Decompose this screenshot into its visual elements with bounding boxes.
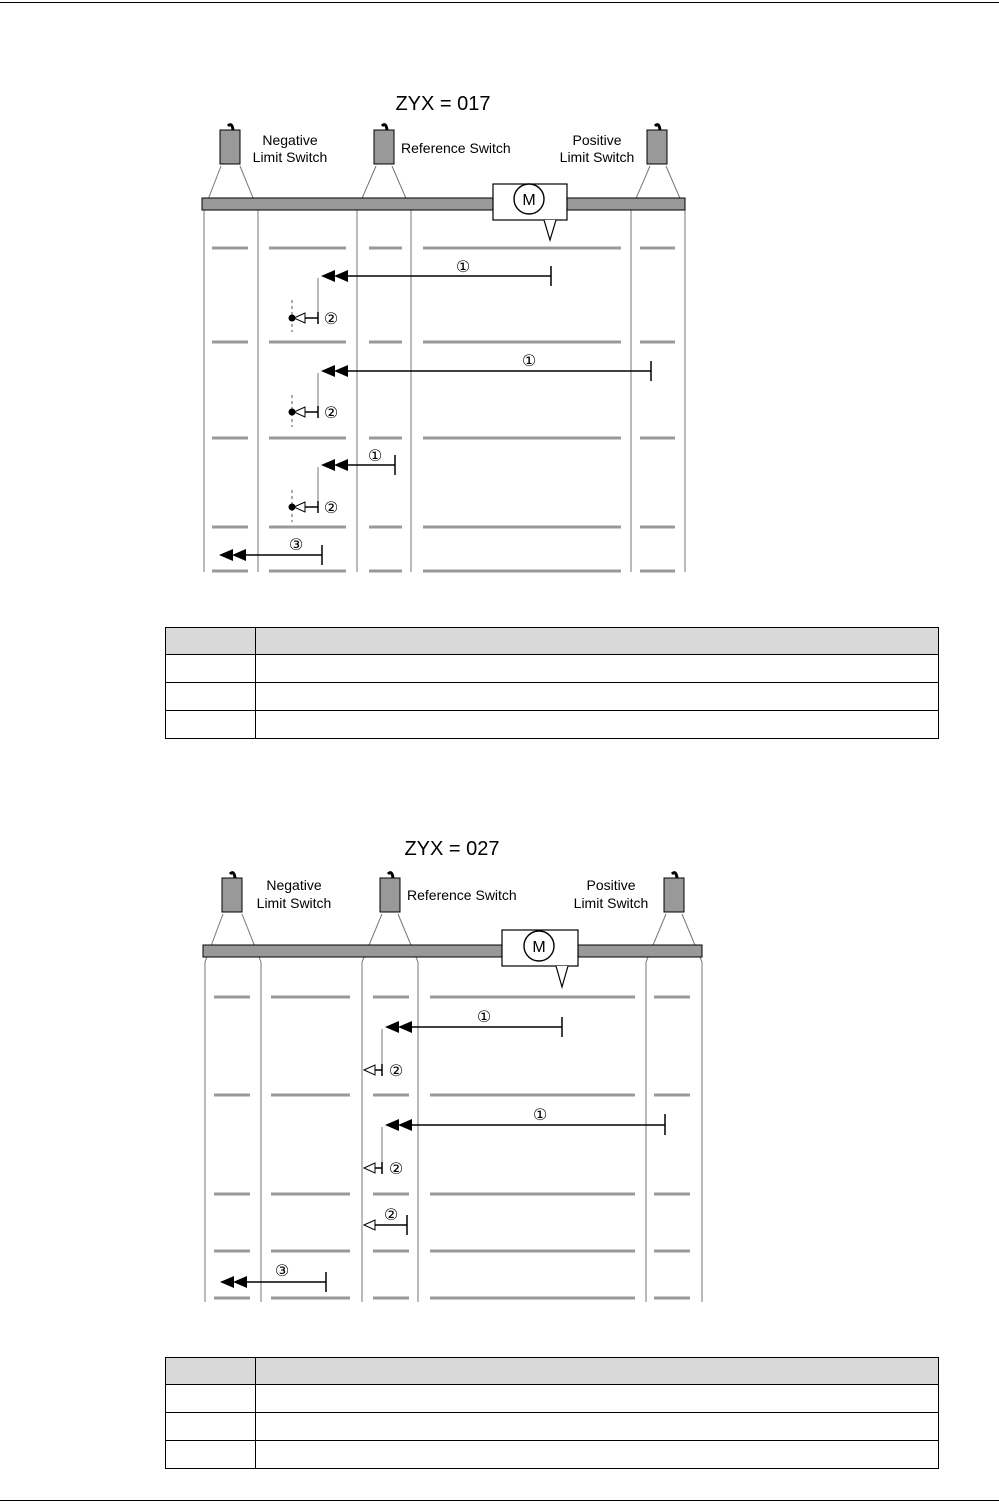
table-row bbox=[166, 1413, 939, 1441]
table-cell bbox=[256, 683, 939, 711]
positive-limit-label-line2: Limit Switch bbox=[559, 149, 635, 165]
table-header-cell bbox=[256, 1358, 939, 1385]
positive-limit-label-line2: Limit Switch bbox=[573, 895, 649, 911]
movement-run-2 bbox=[364, 1114, 665, 1174]
table-row bbox=[166, 1441, 939, 1469]
motor-label: M bbox=[522, 192, 536, 209]
negative-limit-label-line2: Limit Switch bbox=[252, 149, 328, 165]
table-cell bbox=[256, 1441, 939, 1469]
table-header-cell bbox=[166, 628, 256, 655]
movement-run-2 bbox=[289, 361, 652, 427]
detection-zone-lines bbox=[205, 914, 702, 1302]
step-marker-2: ② bbox=[323, 500, 339, 517]
table-cell bbox=[166, 1385, 256, 1413]
homing-diagram-027 bbox=[0, 826, 999, 1386]
axis-rail bbox=[203, 945, 702, 957]
table-cell bbox=[166, 1413, 256, 1441]
separator-dashes bbox=[214, 997, 690, 1298]
step-marker-3: ③ bbox=[274, 1263, 290, 1280]
diagram-title: ZYX = 017 bbox=[395, 93, 491, 115]
table-cell bbox=[166, 711, 256, 739]
table-header-cell bbox=[166, 1358, 256, 1385]
step-marker-1: ① bbox=[367, 448, 383, 465]
negative-limit-switch-sensor bbox=[220, 125, 240, 164]
table-cell bbox=[256, 711, 939, 739]
table-header-row bbox=[166, 628, 939, 655]
table-cell bbox=[256, 655, 939, 683]
step-marker-1: ① bbox=[521, 353, 537, 370]
step-marker-2: ② bbox=[323, 311, 339, 328]
step-marker-2: ② bbox=[388, 1063, 404, 1080]
negative-limit-label-line1: Negative bbox=[266, 877, 322, 893]
positive-limit-switch-sensor bbox=[647, 125, 667, 164]
positive-limit-label-line1: Positive bbox=[572, 132, 622, 148]
position-pointer bbox=[556, 966, 568, 987]
position-pointer bbox=[544, 220, 556, 240]
reference-switch-sensor bbox=[380, 873, 400, 912]
movement-run-4 bbox=[220, 1272, 326, 1292]
table-cell bbox=[166, 683, 256, 711]
table-header-row bbox=[166, 1358, 939, 1385]
reference-switch-label: Reference Switch bbox=[407, 887, 517, 903]
negative-limit-switch-sensor bbox=[222, 873, 242, 912]
step-marker-1: ① bbox=[455, 259, 471, 276]
legend-table-1 bbox=[165, 627, 939, 739]
negative-limit-label-line1: Negative bbox=[262, 132, 318, 148]
page-bottom-rule bbox=[0, 1500, 999, 1501]
movement-run-3 bbox=[289, 455, 396, 522]
diagram-title: ZYX = 027 bbox=[404, 838, 500, 860]
table-row bbox=[166, 683, 939, 711]
step-marker-2: ② bbox=[383, 1207, 399, 1224]
separator-dashes bbox=[212, 248, 675, 571]
axis-rail bbox=[202, 198, 685, 210]
step-markers bbox=[275, 1009, 547, 1280]
table-header-cell bbox=[256, 628, 939, 655]
positive-limit-label-line1: Positive bbox=[586, 877, 636, 893]
step-markers bbox=[289, 259, 536, 554]
homing-diagram-017 bbox=[0, 80, 999, 640]
step-marker-1: ① bbox=[476, 1009, 492, 1026]
detection-zone-lines bbox=[204, 166, 685, 572]
reference-switch-sensor bbox=[374, 125, 394, 164]
legend-table-2 bbox=[165, 1357, 939, 1469]
table-row bbox=[166, 655, 939, 683]
table-row bbox=[166, 1385, 939, 1413]
step-marker-3: ③ bbox=[288, 537, 304, 554]
step-marker-2: ② bbox=[323, 405, 339, 422]
page-top-rule bbox=[0, 2, 999, 3]
table-cell bbox=[256, 1413, 939, 1441]
positive-limit-switch-sensor bbox=[664, 873, 684, 912]
step-marker-2: ② bbox=[388, 1161, 404, 1178]
table-cell bbox=[166, 1441, 256, 1469]
step-marker-1: ① bbox=[532, 1107, 548, 1124]
table-row bbox=[166, 711, 939, 739]
table-cell bbox=[256, 1385, 939, 1413]
motor-label: M bbox=[532, 939, 546, 956]
reference-switch-label: Reference Switch bbox=[401, 140, 511, 156]
movement-run-4 bbox=[219, 545, 322, 565]
negative-limit-label-line2: Limit Switch bbox=[256, 895, 332, 911]
table-cell bbox=[166, 655, 256, 683]
